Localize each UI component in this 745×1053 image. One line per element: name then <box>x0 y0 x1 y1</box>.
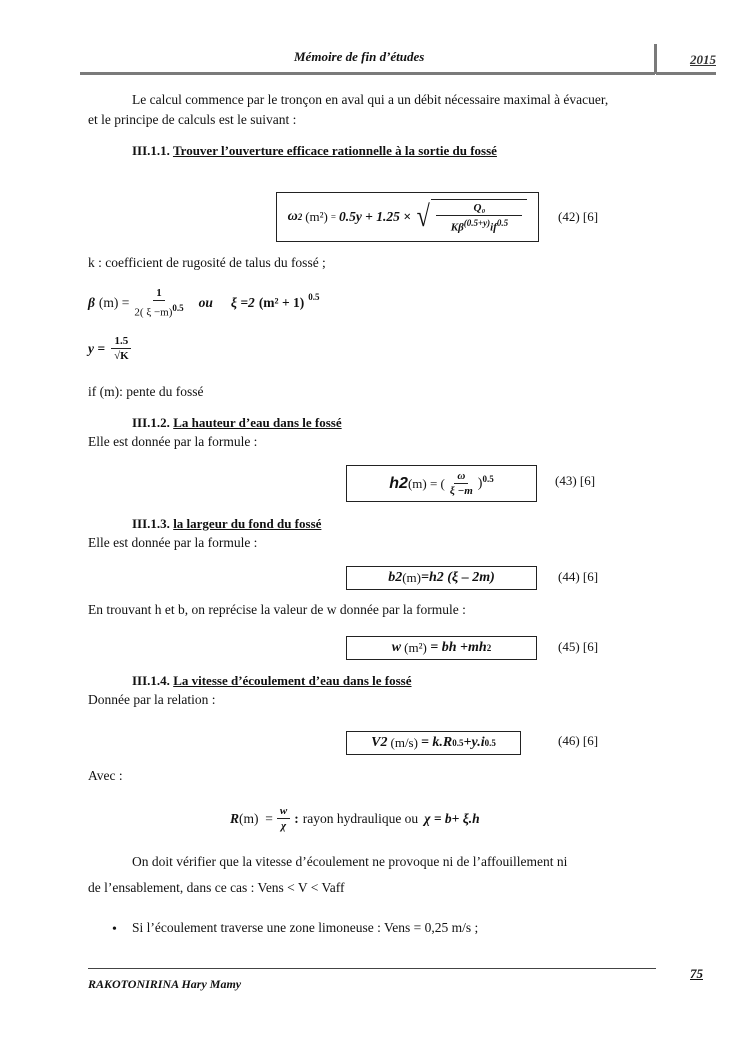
verify-line-2: de l’ensablement, dans ce cas : Vens < V < Vaff <box>88 880 345 895</box>
header-rule-right <box>656 72 716 75</box>
beta-formula: β (m) = $\frac{1}{2( \xi -m)^{0.5}}$ ou ξ =2 (m² + 1) $^{0.5}$ <box>88 287 320 319</box>
bullet-item: Si l’écoulement traverse une zone limoneuse : Vens = 0,25 m/s ; <box>132 920 479 935</box>
equation-45-box: w (m²) = bh +mh 2 <box>346 636 537 660</box>
equation-43-box: h2 (m) = ( $\frac{\omega}{\xi -m}$ ) $^{0.5}$ <box>346 465 537 502</box>
recalc-sentence: En trouvant h et b, on reprécise la valeur de w donnée par la formule : <box>88 602 466 617</box>
header-year: 2015 <box>690 52 716 67</box>
header-divider <box>654 44 657 74</box>
if-definition: if (m): pente du fossé <box>88 384 204 399</box>
page-number: 75 <box>690 966 703 981</box>
intro-line-2: et le principe de calculs est le suivant : <box>88 112 297 127</box>
equation-44-box: b2 (m) =h2 (ξ – 2m) <box>346 566 537 590</box>
equation-46-box: V2 (m/s) = k.R 0.5 +y.i 0.5 <box>346 731 521 755</box>
section-heading-3: III.1.3. la largeur du fond du fossé <box>132 516 322 531</box>
equation-42-label: (42) [6] <box>558 209 599 224</box>
equation-45-label: (45) [6] <box>558 639 599 654</box>
intro-line-1: Le calcul commence par le tronçon en aval qui a un débit nécessaire maximal à évacuer, <box>132 92 609 107</box>
formula-intro-1: Elle est donnée par la formule : <box>88 434 258 449</box>
section-heading-4: III.1.4. La vitesse d’écoulement d’eau dans le fossé <box>132 673 412 688</box>
verify-line-1: On doit vérifier que la vitesse d’écoulement ne provoque ni de l’affouillement ni <box>132 854 568 869</box>
bullet-marker: • <box>112 922 117 937</box>
y-formula: y = $\frac{1.5}{√K}$ <box>88 334 134 363</box>
hydraulic-radius-formula: R (m) = $\frac{w}{\chi}$ : rayon hydraulique ou χ = b+ ξ.h <box>230 805 480 832</box>
equation-46-label: (46) [6] <box>558 733 599 748</box>
avec-label: Avec : <box>88 768 123 783</box>
equation-43-label: (43) [6] <box>555 473 596 488</box>
equation-44-label: (44) [6] <box>558 569 599 584</box>
header-rule <box>80 72 655 75</box>
section-heading-2: III.1.2. La hauteur d’eau dans le fossé <box>132 415 342 430</box>
k-definition: k : coefficient de rugosité de talus du fossé ; <box>88 255 326 270</box>
relation-intro: Donnée par la relation : <box>88 692 216 707</box>
section-heading-1: III.1.1. Trouver l’ouverture efficace rationnelle à la sortie du fossé <box>132 143 497 158</box>
equation-42-box: ω 2 (m²) = 0.5y + 1.25 × √ $\frac{\text{Q₀}}{K\beta^{(0.5+y)}if^{0.5}}$ <box>276 192 539 242</box>
footer-author: RAKOTONIRINA Hary Mamy <box>88 977 242 991</box>
formula-intro-2: Elle est donnée par la formule : <box>88 535 258 550</box>
footer-rule <box>88 968 656 969</box>
